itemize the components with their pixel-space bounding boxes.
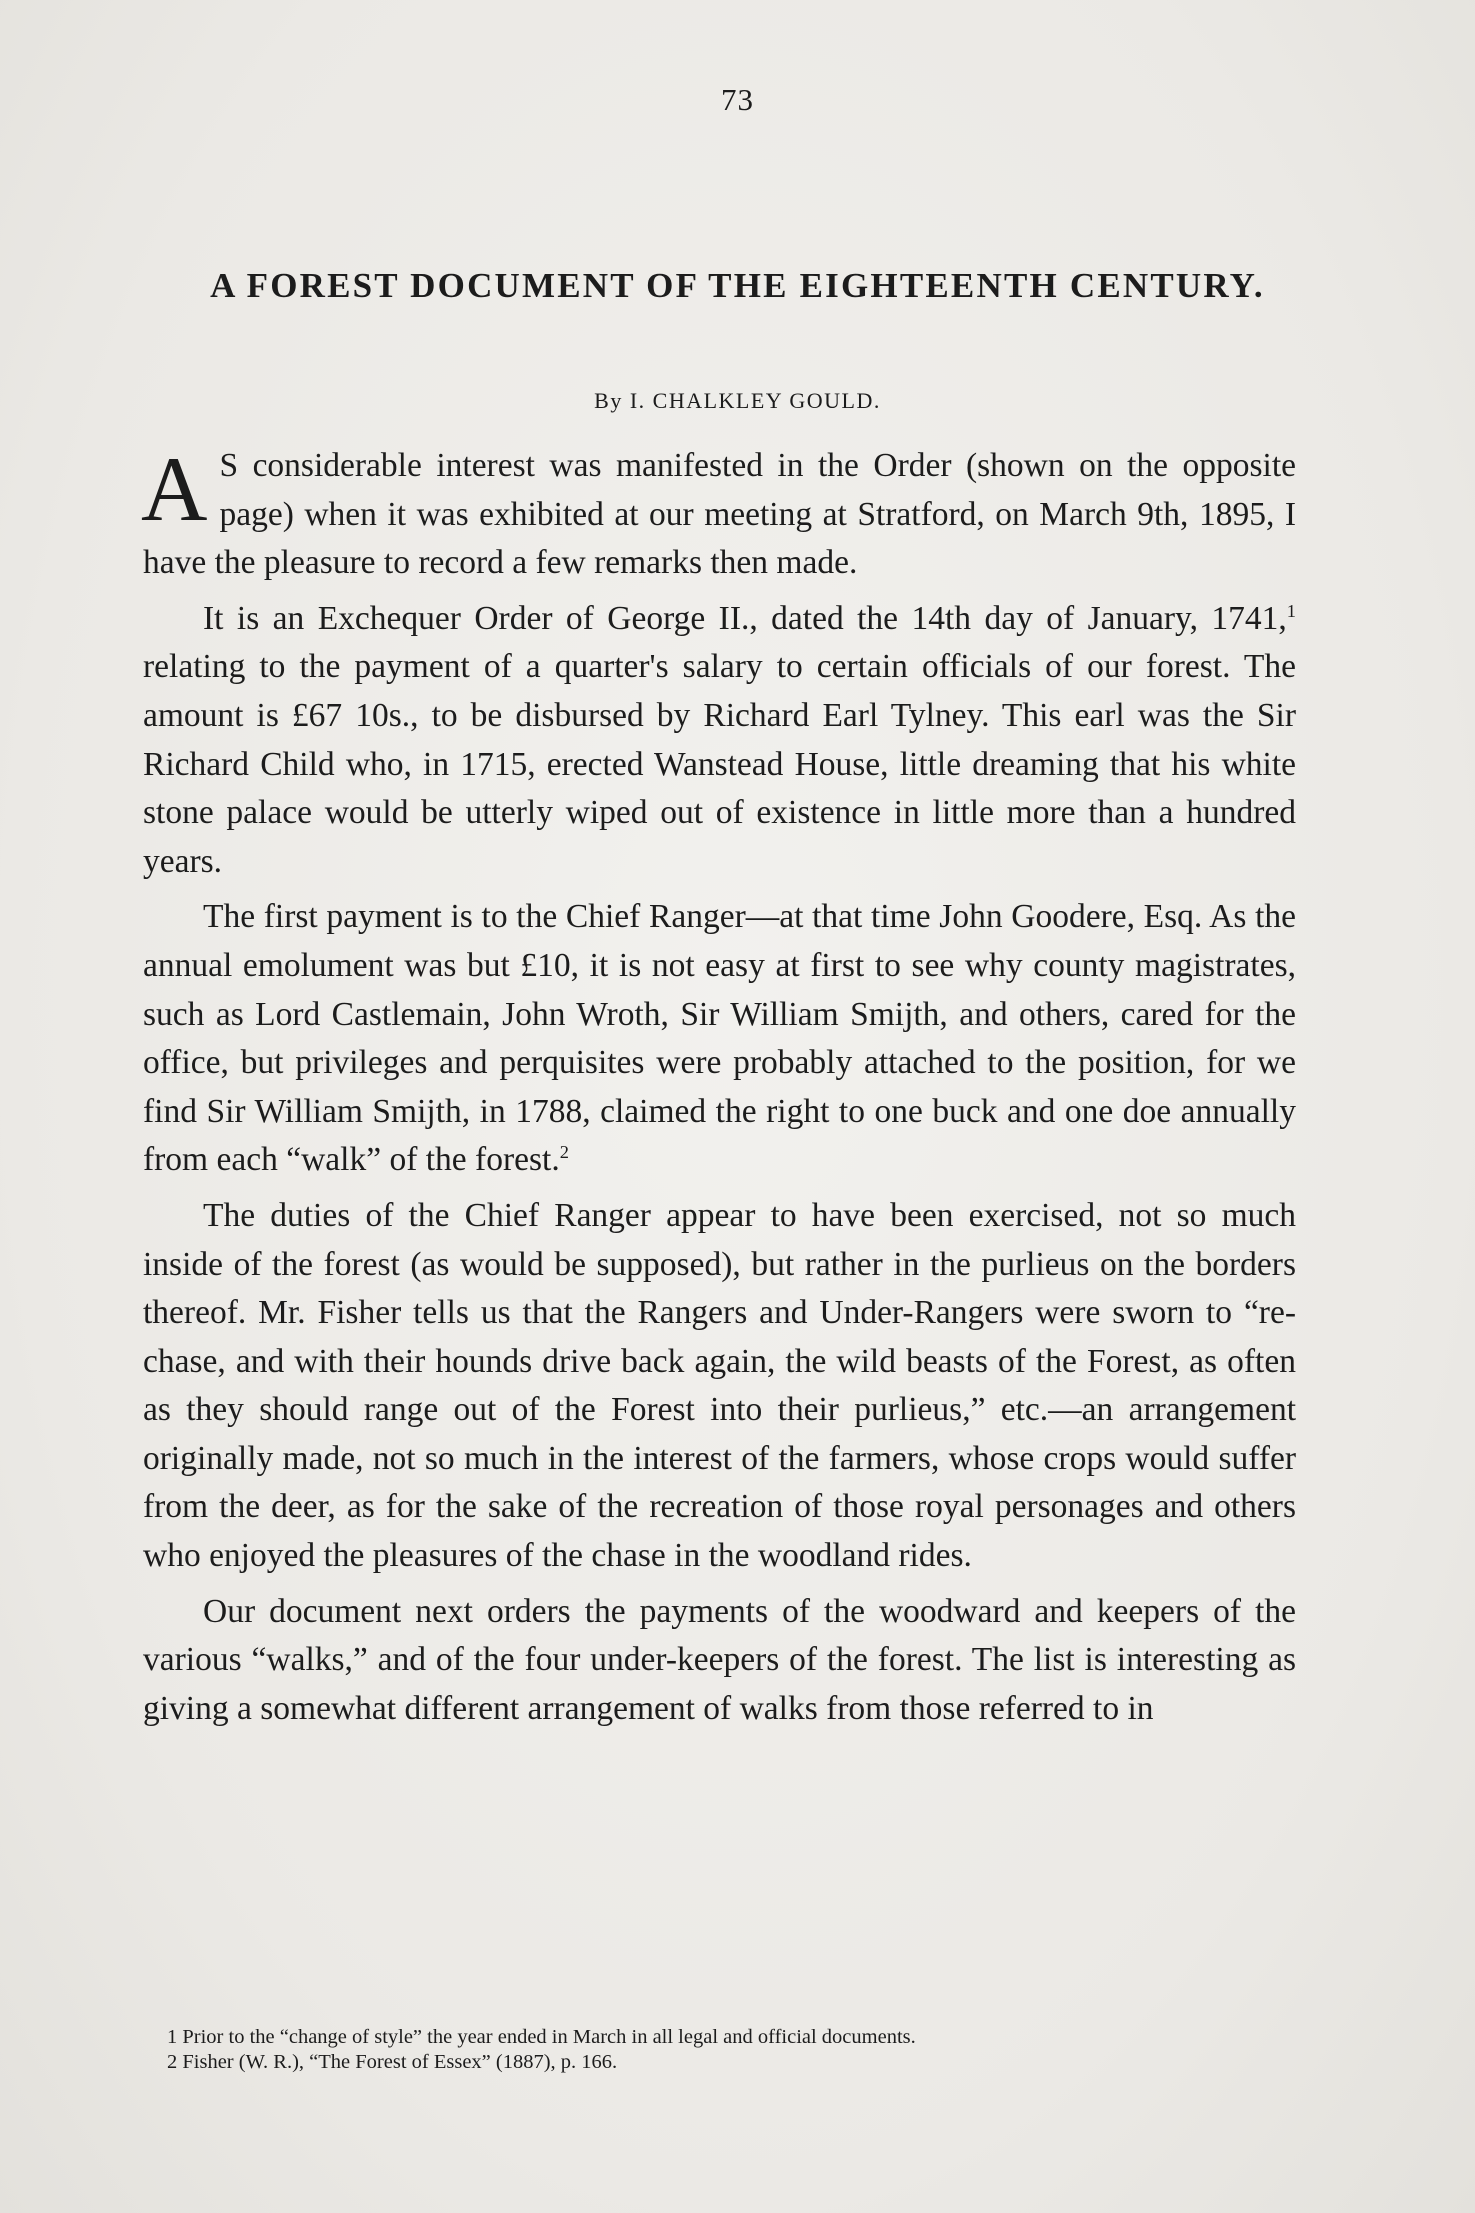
footnotes bbox=[143, 2025, 1296, 2075]
author-byline: By I. CHALKLEY GOULD. bbox=[594, 388, 881, 413]
paragraph-2 bbox=[143, 595, 1296, 887]
footnote-ref-1: 1 bbox=[1286, 600, 1296, 621]
drop-cap: A bbox=[141, 438, 208, 540]
footnote-ref-2: 2 bbox=[559, 1142, 569, 1163]
paragraph-1 bbox=[141, 438, 1296, 588]
paragraph-3-text-a: The first payment is to the Chief Ranger—at that time John Goodere, Esq. As the annual emolument was but £10, it is not easy at first to see why county magistrates, such as Lord Castlemain, John Wroth, Sir William Smijth, and others, cared for the office, but privileges and perquisites were probably attached to the position, for we find Sir William Smijth, in 1788, claimed the right to one buck and one doe annually from each “walk” of the forest. bbox=[143, 898, 1296, 1179]
paragraph-3 bbox=[143, 893, 1296, 1185]
article-body bbox=[141, 438, 1296, 1740]
paragraph-2-text-a: It is an Exchequer Order of George II., dated the 14th day of January, 1741, bbox=[203, 599, 1287, 637]
paragraph-5: Our document next orders the payments of the woodward and keepers of the various “walks,” and of the four under-keepers of the forest. The list is interesting as giving a somewhat different arrangement of walks from those referred to in bbox=[143, 1592, 1296, 1727]
article-title: A FOREST DOCUMENT OF THE EIGHTEENTH CENTURY. bbox=[210, 266, 1265, 305]
paragraph-4: The duties of the Chief Ranger appear to have been exercised, not so much inside of the forest (as would be supposed), but rather in the purlieus on the borders thereof. Mr. Fisher tells us that the Rangers and Under-Rangers were sworn to “re-chase, and with their hounds drive back again, the wild beasts of the Forest, as often as they should range out of the Forest into their purlieus,” etc.—an arrangement originally made, not so much in the interest of the farmers, whose crops would suffer from the deer, as for the sake of the recreation of those royal personages and others who enjoyed the pleasures of the chase in the woodland rides. bbox=[143, 1196, 1296, 1575]
paragraph-2-text-b: relating to the payment of a quarter's salary to certain officials of our forest. The amount is £67 10s., to be disbursed by Richard Earl Tylney. This earl was the Sir Richard Child who, in 1715, erected Wanstead House, little dreaming that his white stone palace would be utterly wiped out of existence in little more than a hundred years. bbox=[143, 648, 1296, 880]
footnote-1: 1 Prior to the “change of style” the year ended in March in all legal and official documents. bbox=[167, 2026, 916, 2048]
paragraph-1-text: S considerable interest was manifested in the Order (shown on the opposite page) when it was exhibited at our meeting at Stratford, on March 9th, 1895, I have the pleasure to record a few remarks then made. bbox=[143, 447, 1296, 582]
page-number: 73 bbox=[721, 82, 754, 117]
footnote-2: 2 Fisher (W. R.), “The Forest of Essex” (1887), p. 166. bbox=[167, 2051, 618, 2073]
